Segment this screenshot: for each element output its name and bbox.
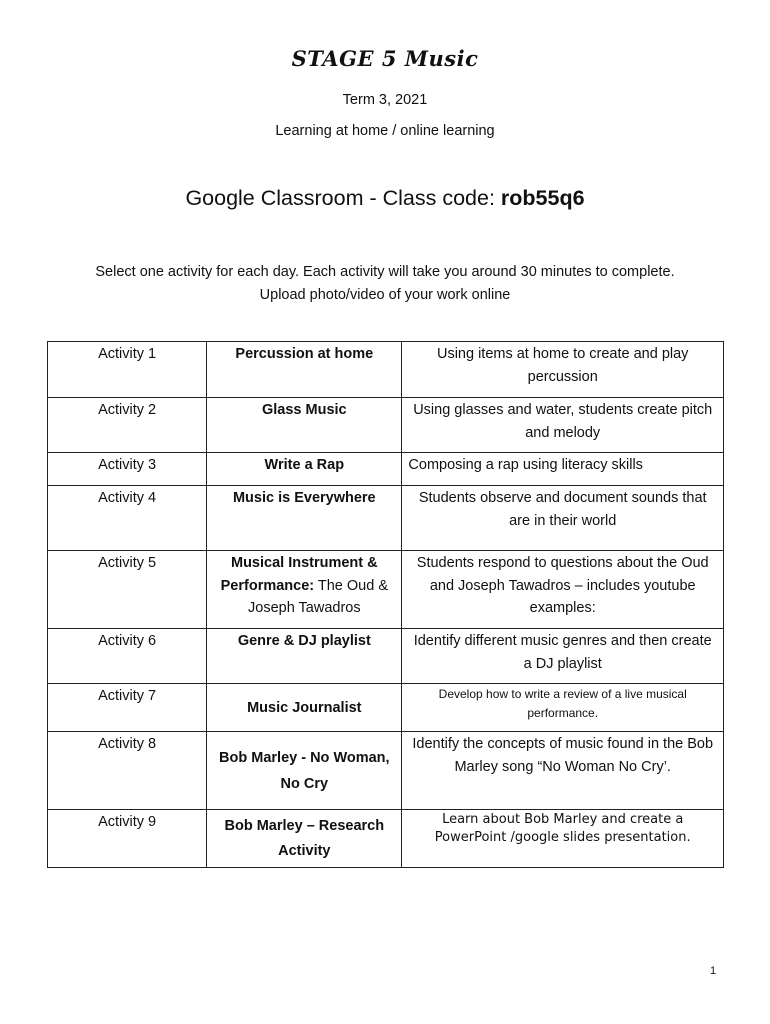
instructions-line-1: Select one activity for each day. Each activity will take you around 30 minutes to complete.: [95, 264, 675, 280]
table-row: [48, 551, 724, 629]
activity-number: Activity 3: [48, 453, 207, 486]
activity-name: [207, 551, 402, 629]
table-row: [48, 810, 724, 868]
activity-name: Percussion at home: [207, 342, 402, 398]
activity-description: Students observe and document sounds that are in their world: [402, 486, 724, 551]
activity-number: Activity 9: [48, 810, 207, 868]
activity-number: Activity 4: [48, 486, 207, 551]
activity-description: Identify the concepts of music found in the Bob Marley song “No Woman No Cry’.: [402, 732, 724, 810]
table-row: [48, 486, 724, 551]
activity-number: Activity 8: [48, 732, 207, 810]
activity-description: Using items at home to create and play percussion: [402, 342, 724, 398]
activity-name: Write a Rap: [207, 453, 402, 486]
page-number: 1: [710, 965, 717, 977]
activity-description: Learn about Bob Marley and create a PowerPoint /google slides presentation.: [402, 810, 724, 868]
table-row: [48, 453, 724, 486]
activity-description: Identify different music genres and then create a DJ playlist: [402, 629, 724, 684]
activities-table: [47, 341, 724, 868]
instructions-line-2: Upload photo/video of your work online: [259, 287, 511, 303]
term-line: Term 3, 2021: [342, 92, 428, 108]
activity-description: Develop how to write a review of a live musical performance.: [402, 684, 724, 732]
activity-number: Activity 1: [48, 342, 207, 398]
activity-number: Activity 2: [48, 398, 207, 453]
activity-name: Glass Music: [207, 398, 402, 453]
activity-name-normal: The Oud & Joseph Tawadros: [248, 577, 388, 616]
page-title: STAGE 5 Music: [291, 46, 479, 71]
activity-description: Composing a rap using literacy skills: [402, 453, 724, 486]
activity-name: Bob Marley - No Woman, No Cry: [207, 732, 402, 810]
table-row: [48, 732, 724, 810]
table-row: [48, 342, 724, 398]
activity-number: Activity 6: [48, 629, 207, 684]
activity-number: Activity 7: [48, 684, 207, 732]
activity-description: Using glasses and water, students create pitch and melody: [402, 398, 724, 453]
activity-name: Music Journalist: [207, 684, 402, 732]
class-code: rob55q6: [500, 186, 585, 210]
instructions: [0, 261, 770, 307]
table-row: [48, 398, 724, 453]
learning-mode-line: Learning at home / online learning: [275, 123, 495, 139]
activity-name-bold: Musical Instrument & Performance:: [220, 555, 378, 594]
table-row: [48, 629, 724, 684]
activity-name: Bob Marley – Research Activity: [207, 810, 402, 868]
classroom-prefix: Google Classroom - Class code:: [185, 186, 501, 210]
activity-name: Music is Everywhere: [207, 486, 402, 551]
classroom-line: [0, 186, 770, 211]
activity-name: Genre & DJ playlist: [207, 629, 402, 684]
activity-description: Students respond to questions about the Oud and Joseph Tawadros – includes youtube examples:: [402, 551, 724, 629]
activity-number: Activity 5: [48, 551, 207, 629]
table-row: [48, 684, 724, 732]
